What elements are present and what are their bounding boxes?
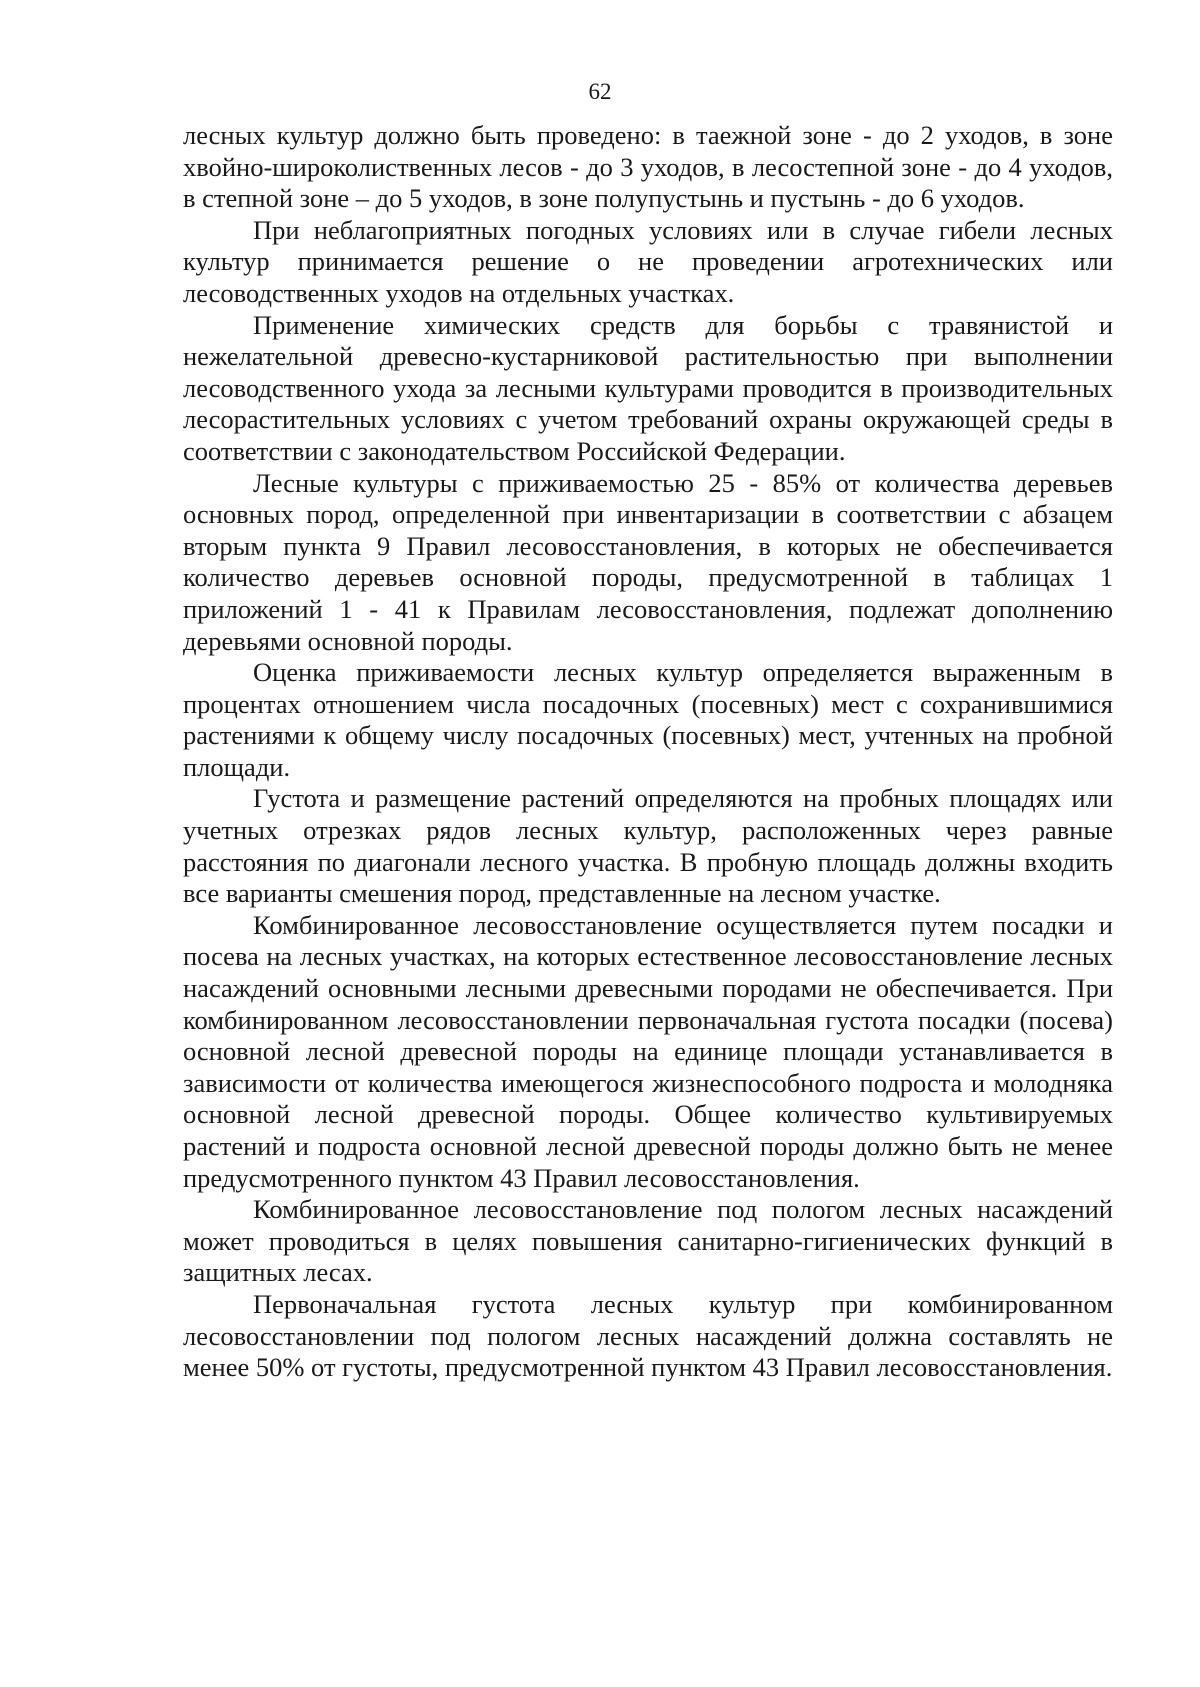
paragraph: Первоначальная густота лесных культур при комбинированном лесовосстановлении под пологом лесных насаждений должна составлять не менее 50% от густоты, предусмотренной пунктом 43 Правил лесовосстановления.: [183, 1288, 1113, 1383]
paragraph: Оценка приживаемости лесных культур определяется выраженным в процентах отношением числа посадочных (посевных) мест с сохранившимися растениями к общему числу посадочных (посевных) мест, учтенных на пробной площади.: [183, 657, 1113, 782]
paragraph: Густота и размещение растений определяются на пробных площадях или учетных отрезках рядов лесных культур, расположенных через равные расстояния по диагонали лесного участка. В пробную площадь должны входить все варианты смешения пород, представленные на лесном участке.: [183, 783, 1113, 909]
paragraph: При неблагоприятных погодных условиях или в случае гибели лесных культур принимается решение о не проведении агротехнических или лесоводственных уходов на отдельных участках.: [183, 214, 1113, 308]
page-number: 62: [588, 79, 612, 104]
paragraph: Комбинированное лесовосстановление осуществляется путем посадки и посева на лесных участках, на которых естественное лесовосстановление лесных насаждений основными лесными древесными породами не обеспечивается. При комбинированном лесовосстановлении первоначальная густота посадки (посева) основной лесной древесной породы на единице площади устанавливается в зависимости от количества имеющегося жизнеспособного подроста и молодняка основной лесной древесной породы. Общее количество культивируемых растений и подроста основной лесной древесной породы должно быть не менее предусмотренного пунктом 43 Правил лесовосстановления.: [183, 909, 1113, 1193]
paragraph: Применение химических средств для борьбы с травянистой и нежелательной древесно-кустарниковой растительностью при выполнении лесоводственного ухода за лесными культурами проводится в производительных лесорастительных условиях с учетом требований охраны окружающей среды в соответствии с законодательством Российской Федерации.: [183, 309, 1113, 466]
document-body: [183, 120, 1113, 1384]
paragraph: Комбинированное лесовосстановление под пологом лесных насаждений может проводиться в целях повышения санитарно-гигиенических функций в защитных лесах.: [183, 1194, 1113, 1288]
paragraph: Лесные культуры с приживаемостью 25 - 85% от количества деревьев основных пород, определенной при инвентаризации в соответствии с абзацем вторым пункта 9 Правил лесовосстановления, в которых не обеспечивается количество деревьев основной породы, предусмотренной в таблицах 1 приложений 1 - 41 к Правилам лесовосстановления, подлежат дополнению деревьями основной породы.: [183, 467, 1113, 656]
paragraph: лесных культур должно быть проведено: в таежной зоне - до 2 уходов, в зоне хвойно-широколиственных лесов - до 3 уходов, в лесостепной зоне - до 4 уходов, в степной зоне – до 5 уходов, в зоне полупустынь и пустынь - до 6 уходов.: [183, 120, 1113, 214]
